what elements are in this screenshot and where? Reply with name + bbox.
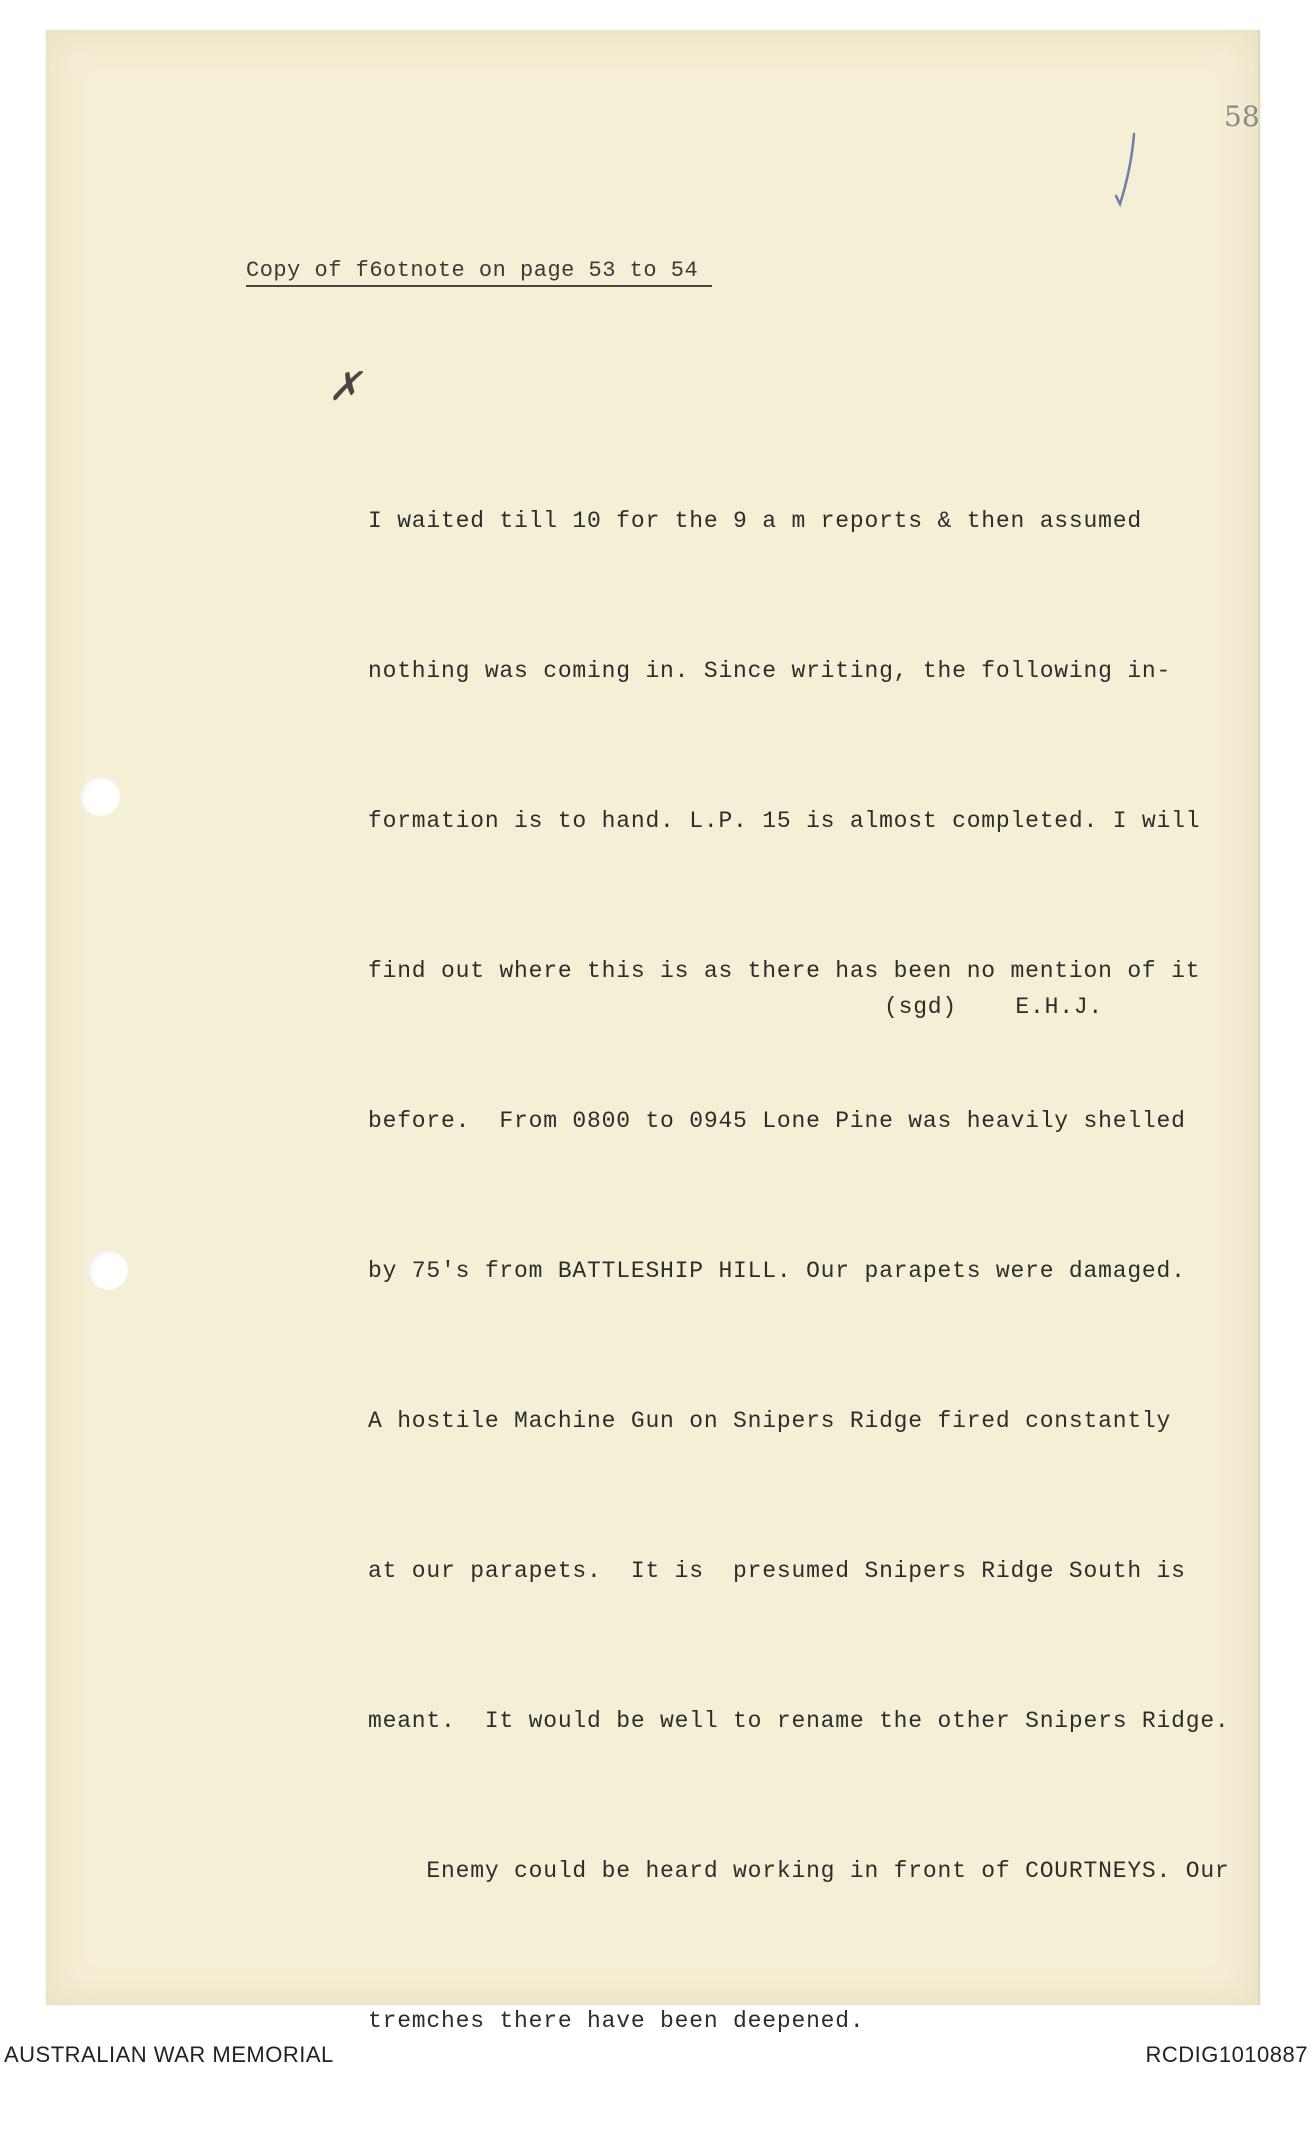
document-title: Copy of f6otnote on page 53 to 54 bbox=[246, 258, 712, 287]
pencil-tick-icon bbox=[1112, 130, 1142, 210]
body-line: find out where this is as there has been no mention of it bbox=[368, 958, 1201, 984]
document-page bbox=[46, 30, 1260, 2034]
body-line: I waited till 10 for the 9 a m reports & then assumed bbox=[368, 508, 1142, 534]
body-line: A hostile Machine Gun on Snipers Ridge fired constantly bbox=[368, 1408, 1172, 1434]
body-line: by 75's from BATTLESHIP HILL. Our parapets were damaged. bbox=[368, 1258, 1186, 1284]
footnote-body bbox=[368, 396, 1268, 2146]
body-line: formation is to hand. L.P. 15 is almost completed. I will bbox=[368, 808, 1201, 834]
body-line: before. From 0800 to 0945 Lone Pine was heavily shelled bbox=[368, 1108, 1186, 1134]
footer-institution: AUSTRALIAN WAR MEMORIAL bbox=[4, 2042, 334, 2067]
body-line: nothing was coming in. Since writing, the following in- bbox=[368, 658, 1172, 684]
footer-reference: RCDIG1010887 bbox=[1145, 2042, 1308, 2067]
body-line: tremches there have been deepened. bbox=[368, 2008, 865, 2034]
punch-hole bbox=[88, 1250, 128, 1290]
signature: (sgd) E.H.J. bbox=[884, 994, 1104, 1020]
page-number: 58 bbox=[1224, 100, 1260, 133]
body-line: Enemy could be heard working in front of COURTNEYS. Our bbox=[368, 1858, 1230, 1884]
punch-hole bbox=[80, 776, 120, 816]
body-line: at our parapets. It is presumed Snipers Ridge South is bbox=[368, 1558, 1186, 1584]
footnote-cross-mark-icon: ✗ bbox=[328, 364, 362, 410]
body-line: meant. It would be well to rename the other Snipers Ridge. bbox=[368, 1708, 1230, 1734]
